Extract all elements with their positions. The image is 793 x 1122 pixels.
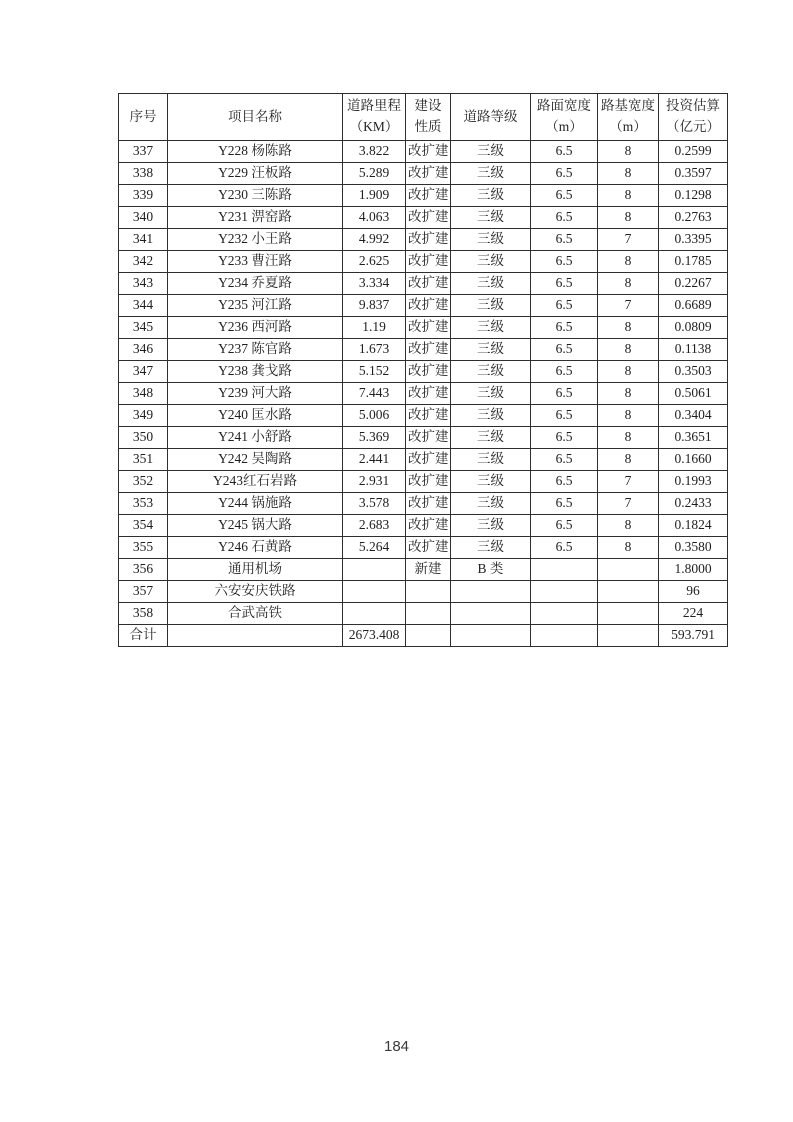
column-header xyxy=(343,94,406,141)
row-index-cell: 350 xyxy=(119,427,168,449)
table-cell: 0.1298 xyxy=(659,185,728,207)
table-row xyxy=(119,185,728,207)
table-cell: Y240 匡水路 xyxy=(168,405,343,427)
table-cell: 3.334 xyxy=(343,273,406,295)
table-row xyxy=(119,251,728,273)
table-cell: 7 xyxy=(598,295,659,317)
table-cell: 0.2433 xyxy=(659,493,728,515)
table-cell: 7.443 xyxy=(343,383,406,405)
table-cell: Y238 龚戈路 xyxy=(168,361,343,383)
column-header-line: （m） xyxy=(609,119,647,134)
column-header-line: 路基宽度 xyxy=(601,98,655,114)
table-row xyxy=(119,559,728,581)
table-row xyxy=(119,339,728,361)
table-cell: 0.1993 xyxy=(659,471,728,493)
table-cell: 改扩建 xyxy=(406,383,451,405)
table-cell: 1.8000 xyxy=(659,559,728,581)
table-cell: 三级 xyxy=(451,405,531,427)
row-index-cell: 353 xyxy=(119,493,168,515)
table-cell: 改扩建 xyxy=(406,537,451,559)
row-index-cell: 358 xyxy=(119,603,168,625)
table-cell xyxy=(531,581,598,603)
row-index-cell: 339 xyxy=(119,185,168,207)
column-header-line: 项目名称 xyxy=(228,108,282,124)
table-cell: 三级 xyxy=(451,537,531,559)
table-cell: 6.5 xyxy=(531,251,598,273)
table-cell: 三级 xyxy=(451,163,531,185)
column-header-line: 性质 xyxy=(414,119,442,134)
table-cell: 改扩建 xyxy=(406,449,451,471)
row-index-cell: 357 xyxy=(119,581,168,603)
row-index-cell: 340 xyxy=(119,207,168,229)
table-cell: 改扩建 xyxy=(406,361,451,383)
table-cell: Y229 汪板路 xyxy=(168,163,343,185)
table-cell: 8 xyxy=(598,383,659,405)
table-row xyxy=(119,383,728,405)
table-cell: Y246 石黄路 xyxy=(168,537,343,559)
table-cell: 三级 xyxy=(451,229,531,251)
row-index-cell: 349 xyxy=(119,405,168,427)
table-cell: 8 xyxy=(598,361,659,383)
table-cell: 新建 xyxy=(406,559,451,581)
table-cell: 0.2763 xyxy=(659,207,728,229)
table-row xyxy=(119,537,728,559)
table-cell: 4.992 xyxy=(343,229,406,251)
column-header-line: 道路等级 xyxy=(463,108,518,124)
table-cell: 6.5 xyxy=(531,449,598,471)
row-index-cell: 348 xyxy=(119,383,168,405)
row-index-cell: 352 xyxy=(119,471,168,493)
table-cell xyxy=(598,581,659,603)
table-row xyxy=(119,229,728,251)
table-cell: 6.5 xyxy=(531,229,598,251)
table-cell: 三级 xyxy=(451,141,531,163)
table-row xyxy=(119,449,728,471)
table-cell: 0.3580 xyxy=(659,537,728,559)
table-cell: 改扩建 xyxy=(406,163,451,185)
column-header xyxy=(168,94,343,141)
table-cell xyxy=(531,559,598,581)
table-cell: Y245 锅大路 xyxy=(168,515,343,537)
table-cell: 三级 xyxy=(451,361,531,383)
table-cell xyxy=(406,625,451,647)
table-cell: 1.673 xyxy=(343,339,406,361)
table-cell: 改扩建 xyxy=(406,471,451,493)
column-header xyxy=(659,94,728,141)
table-cell: 1.19 xyxy=(343,317,406,339)
table-cell: 3.578 xyxy=(343,493,406,515)
table-row xyxy=(119,515,728,537)
table-cell: 6.5 xyxy=(531,405,598,427)
table-cell: 改扩建 xyxy=(406,515,451,537)
row-index-cell: 343 xyxy=(119,273,168,295)
table-row xyxy=(119,493,728,515)
table-cell: 6.5 xyxy=(531,471,598,493)
table-cell: 6.5 xyxy=(531,427,598,449)
table-cell: Y244 锅施路 xyxy=(168,493,343,515)
table-cell: 8 xyxy=(598,339,659,361)
column-header-line: （KM） xyxy=(349,119,399,134)
table-cell: 9.837 xyxy=(343,295,406,317)
table-cell: 三级 xyxy=(451,317,531,339)
table-cell: 改扩建 xyxy=(406,317,451,339)
table-cell: 改扩建 xyxy=(406,251,451,273)
table-cell: Y241 小舒路 xyxy=(168,427,343,449)
table-cell xyxy=(406,603,451,625)
table-cell: 通用机场 xyxy=(168,559,343,581)
table-cell: 三级 xyxy=(451,515,531,537)
table-cell xyxy=(598,603,659,625)
row-index-cell: 342 xyxy=(119,251,168,273)
row-index-cell: 347 xyxy=(119,361,168,383)
table-cell: 6.5 xyxy=(531,207,598,229)
table-cell: 8 xyxy=(598,273,659,295)
table-cell: 6.5 xyxy=(531,273,598,295)
table-row xyxy=(119,163,728,185)
table-cell: 224 xyxy=(659,603,728,625)
table-cell xyxy=(406,581,451,603)
row-index-cell: 351 xyxy=(119,449,168,471)
row-index-cell: 338 xyxy=(119,163,168,185)
table-cell: 5.289 xyxy=(343,163,406,185)
table-cell: 三级 xyxy=(451,207,531,229)
table-cell: 8 xyxy=(598,449,659,471)
table-cell: 2.441 xyxy=(343,449,406,471)
column-header-line: 序号 xyxy=(129,108,157,124)
table-cell: 8 xyxy=(598,317,659,339)
table-cell: 改扩建 xyxy=(406,493,451,515)
table-header-row xyxy=(119,94,728,141)
table-cell xyxy=(168,625,343,647)
row-index-cell: 344 xyxy=(119,295,168,317)
table-cell: 6.5 xyxy=(531,141,598,163)
table-cell: 改扩建 xyxy=(406,427,451,449)
table-cell: 合武高铁 xyxy=(168,603,343,625)
table-cell: 1.909 xyxy=(343,185,406,207)
table-cell: 改扩建 xyxy=(406,295,451,317)
table-cell: 改扩建 xyxy=(406,185,451,207)
table-cell: 6.5 xyxy=(531,493,598,515)
column-header-line: （m） xyxy=(545,119,583,134)
table-cell: 0.2599 xyxy=(659,141,728,163)
table-cell: 6.5 xyxy=(531,361,598,383)
table-cell: 改扩建 xyxy=(406,229,451,251)
table-row xyxy=(119,295,728,317)
table-cell: 593.791 xyxy=(659,625,728,647)
table-cell: 6.5 xyxy=(531,515,598,537)
table-cell xyxy=(451,581,531,603)
table-cell: 8 xyxy=(598,251,659,273)
table-cell: 0.1660 xyxy=(659,449,728,471)
road-projects-table xyxy=(118,93,728,647)
table-cell: 3.822 xyxy=(343,141,406,163)
table-cell: Y236 西河路 xyxy=(168,317,343,339)
table-cell: 0.1824 xyxy=(659,515,728,537)
table-cell: Y237 陈官路 xyxy=(168,339,343,361)
table-cell: 三级 xyxy=(451,339,531,361)
table-cell: 0.0809 xyxy=(659,317,728,339)
table-cell: 6.5 xyxy=(531,339,598,361)
table-cell: 8 xyxy=(598,185,659,207)
table-cell: Y234 乔夏路 xyxy=(168,273,343,295)
table-cell xyxy=(343,559,406,581)
table-cell: 8 xyxy=(598,141,659,163)
table-cell: 8 xyxy=(598,405,659,427)
column-header-line: （亿元） xyxy=(666,119,720,134)
table-cell xyxy=(531,625,598,647)
table-cell: Y243红石岩路 xyxy=(168,471,343,493)
table-cell: 0.3597 xyxy=(659,163,728,185)
table-cell: 2673.408 xyxy=(343,625,406,647)
table-cell: B 类 xyxy=(451,559,531,581)
table-cell: 8 xyxy=(598,207,659,229)
table-cell: 2.625 xyxy=(343,251,406,273)
table-cell xyxy=(531,603,598,625)
table-cell: 5.152 xyxy=(343,361,406,383)
column-header xyxy=(406,94,451,141)
table-cell xyxy=(598,625,659,647)
table-cell: 三级 xyxy=(451,185,531,207)
table-cell: 6.5 xyxy=(531,537,598,559)
table-row xyxy=(119,405,728,427)
table-cell: Y235 河江路 xyxy=(168,295,343,317)
table-cell: 六安安庆铁路 xyxy=(168,581,343,603)
table-cell: 改扩建 xyxy=(406,141,451,163)
table-cell: 8 xyxy=(598,537,659,559)
table-row xyxy=(119,273,728,295)
table-row xyxy=(119,427,728,449)
table-cell: 5.006 xyxy=(343,405,406,427)
table-cell: 0.2267 xyxy=(659,273,728,295)
table-cell: 三级 xyxy=(451,471,531,493)
table-head xyxy=(119,94,728,141)
table-cell: Y242 吴陶路 xyxy=(168,449,343,471)
table-cell: 2.683 xyxy=(343,515,406,537)
table-cell: 6.5 xyxy=(531,383,598,405)
column-header xyxy=(598,94,659,141)
row-index-cell: 346 xyxy=(119,339,168,361)
table-cell: 5.369 xyxy=(343,427,406,449)
table-cell: 三级 xyxy=(451,251,531,273)
table-cell: 三级 xyxy=(451,493,531,515)
table-cell: 三级 xyxy=(451,449,531,471)
table-row xyxy=(119,361,728,383)
table-cell: 改扩建 xyxy=(406,207,451,229)
table-row xyxy=(119,207,728,229)
table-cell: 改扩建 xyxy=(406,273,451,295)
table-cell: 8 xyxy=(598,163,659,185)
row-index-cell: 合计 xyxy=(119,625,168,647)
table-cell: 改扩建 xyxy=(406,405,451,427)
column-header-line: 路面宽度 xyxy=(537,98,591,114)
table-cell xyxy=(451,603,531,625)
table-cell xyxy=(598,559,659,581)
column-header-line: 投资估算 xyxy=(666,98,720,114)
page-number: 184 xyxy=(383,1038,410,1055)
table-cell: 4.063 xyxy=(343,207,406,229)
table-cell xyxy=(343,603,406,625)
table-cell: 8 xyxy=(598,515,659,537)
table-cell: 0.6689 xyxy=(659,295,728,317)
table-cell: 7 xyxy=(598,229,659,251)
table-cell xyxy=(451,625,531,647)
table-cell: 7 xyxy=(598,471,659,493)
row-index-cell: 341 xyxy=(119,229,168,251)
column-header xyxy=(119,94,168,141)
table-body xyxy=(119,141,728,647)
table-cell: 改扩建 xyxy=(406,339,451,361)
table-cell: 0.1785 xyxy=(659,251,728,273)
table-cell: 96 xyxy=(659,581,728,603)
table-cell: 三级 xyxy=(451,383,531,405)
row-index-cell: 356 xyxy=(119,559,168,581)
table-cell: Y228 杨陈路 xyxy=(168,141,343,163)
table-row xyxy=(119,625,728,647)
table-cell: 三级 xyxy=(451,295,531,317)
row-index-cell: 355 xyxy=(119,537,168,559)
table-row xyxy=(119,603,728,625)
table-row xyxy=(119,471,728,493)
table-cell: 三级 xyxy=(451,427,531,449)
table-cell: 5.264 xyxy=(343,537,406,559)
table-cell: 三级 xyxy=(451,273,531,295)
table-cell: Y231 淠窑路 xyxy=(168,207,343,229)
table-row xyxy=(119,581,728,603)
table-cell: 6.5 xyxy=(531,185,598,207)
column-header-line: 建设 xyxy=(414,98,442,114)
row-index-cell: 345 xyxy=(119,317,168,339)
table-cell: 0.3404 xyxy=(659,405,728,427)
table-cell: 6.5 xyxy=(531,295,598,317)
table-cell: 0.3395 xyxy=(659,229,728,251)
table-row xyxy=(119,141,728,163)
table-cell: Y233 曹汪路 xyxy=(168,251,343,273)
column-header-line: 道路里程 xyxy=(347,98,401,114)
table-cell: 0.5061 xyxy=(659,383,728,405)
table-cell: 6.5 xyxy=(531,163,598,185)
table-cell: 0.1138 xyxy=(659,339,728,361)
column-header xyxy=(531,94,598,141)
table-cell: 2.931 xyxy=(343,471,406,493)
table-cell: 7 xyxy=(598,493,659,515)
table-cell: Y230 三陈路 xyxy=(168,185,343,207)
table-cell: 0.3651 xyxy=(659,427,728,449)
table-row xyxy=(119,317,728,339)
table-cell: 0.3503 xyxy=(659,361,728,383)
row-index-cell: 354 xyxy=(119,515,168,537)
table-cell: Y239 河大路 xyxy=(168,383,343,405)
table-cell xyxy=(343,581,406,603)
table-cell: 6.5 xyxy=(531,317,598,339)
row-index-cell: 337 xyxy=(119,141,168,163)
column-header xyxy=(451,94,531,141)
table-cell: 8 xyxy=(598,427,659,449)
table-cell: Y232 小王路 xyxy=(168,229,343,251)
